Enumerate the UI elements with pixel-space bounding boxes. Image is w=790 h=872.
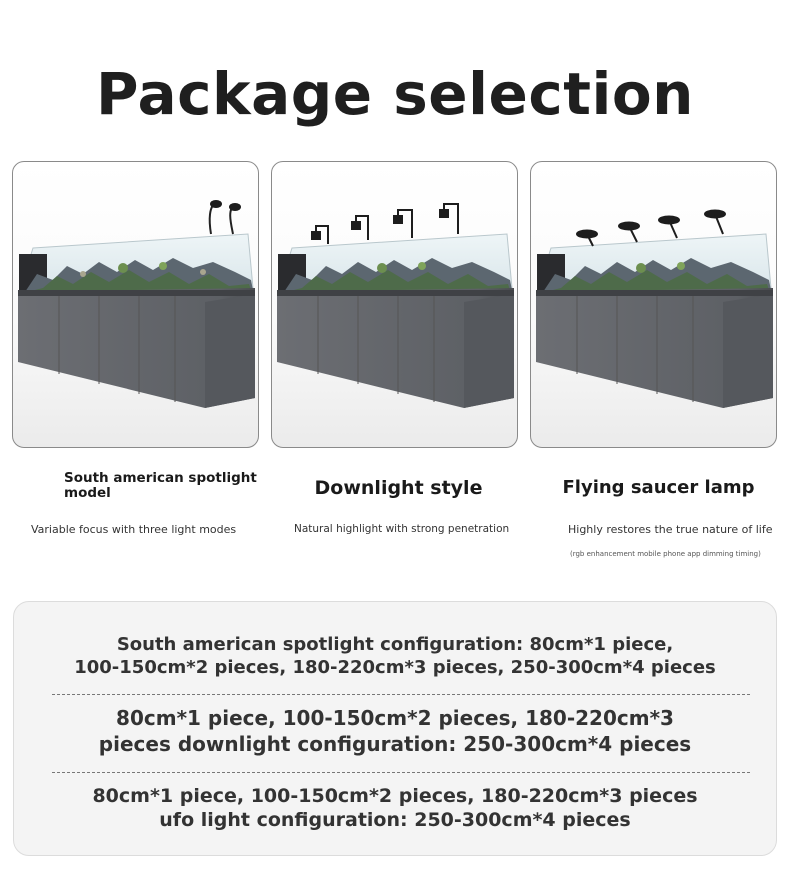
aquarium-spotlight-image — [13, 162, 259, 448]
package-desc-spotlight: Variable focus with three light modes — [31, 523, 237, 536]
package-desc-downlight: Natural highlight with strong penetration — [294, 523, 510, 535]
package-card-saucer[interactable] — [530, 161, 777, 448]
package-card-spotlight[interactable] — [12, 161, 259, 448]
config-downlight — [14, 705, 776, 757]
config-downlight-line2: pieces downlight configuration: 250-300cm*4 pieces — [98, 732, 692, 756]
config-spotlight-line2: 100-150cm*2 pieces, 180-220cm*3 pieces, 250-300cm*4 pieces — [74, 656, 716, 678]
config-saucer — [14, 785, 776, 833]
config-saucer-line1: 80cm*1 piece, 100-150cm*2 pieces, 180-220cm*3 pieces — [92, 785, 698, 807]
page-title: Package selection — [96, 60, 694, 128]
package-name-downlight: Downlight style — [314, 477, 483, 499]
package-name-spotlight: South american spotlight model — [64, 470, 257, 501]
configuration-panel — [13, 601, 777, 856]
config-spotlight-line1: South american spotlight configuration: 80cm*1 piece, — [116, 634, 674, 655]
config-spotlight — [14, 634, 776, 679]
aquarium-downlight-image — [272, 162, 518, 448]
config-downlight-line1: 80cm*1 piece, 100-150cm*2 pieces, 180-220cm*3 — [116, 706, 674, 730]
config-divider — [52, 772, 750, 773]
package-note-saucer: (rgb enhancement mobile phone app dimming timing) — [570, 550, 761, 558]
package-card-downlight[interactable] — [271, 161, 518, 448]
package-desc-saucer: Highly restores the true nature of life — [568, 523, 773, 536]
config-saucer-line2: ufo light configuration: 250-300cm*4 pieces — [159, 808, 631, 831]
package-name-saucer: Flying saucer lamp — [562, 477, 755, 498]
config-divider — [52, 694, 750, 695]
aquarium-saucer-image — [531, 162, 777, 448]
